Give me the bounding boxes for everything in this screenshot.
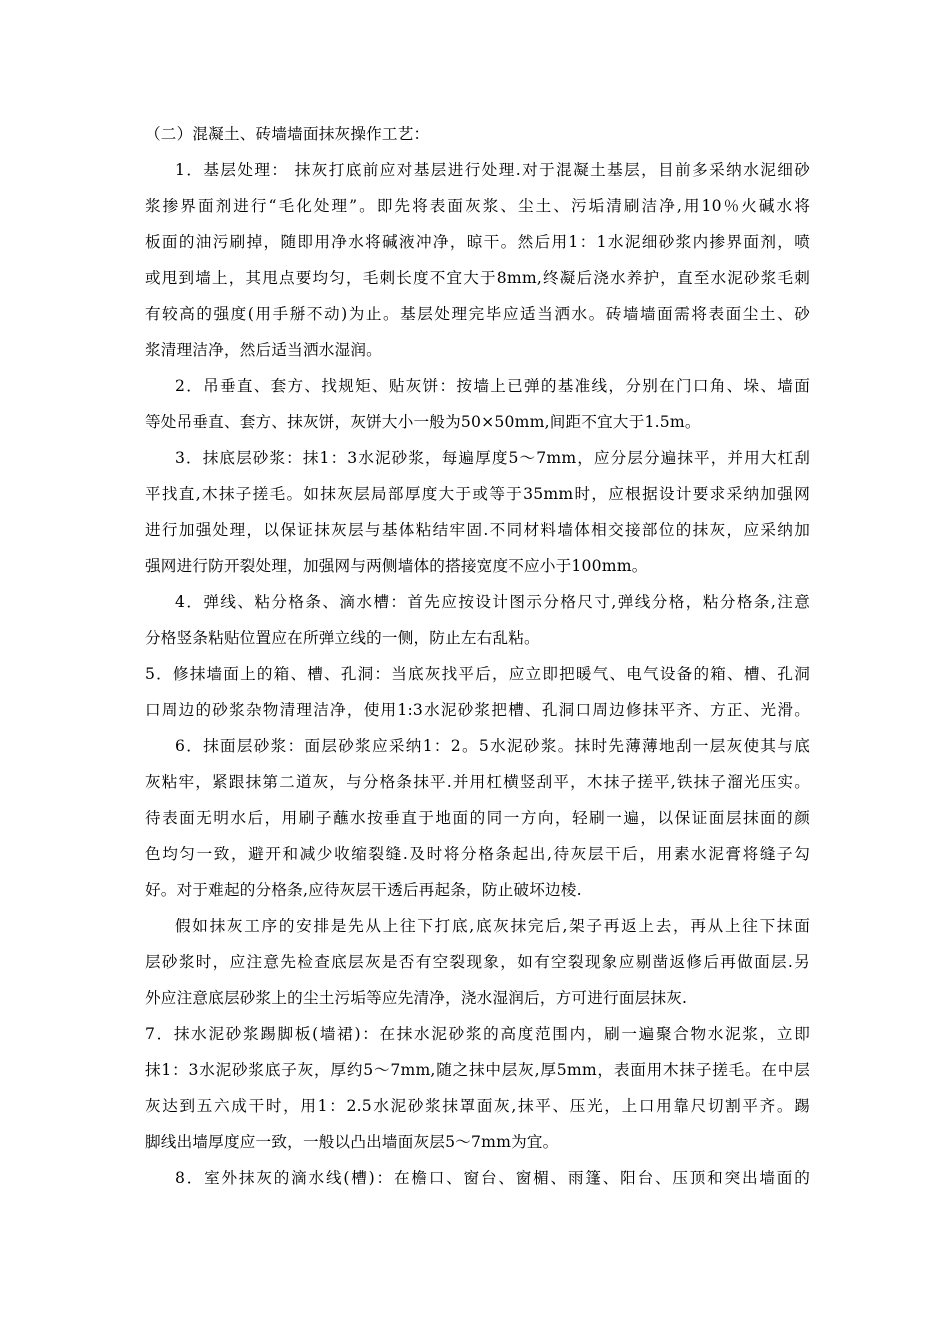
text-line: 3．抹底层砂浆：抹1：3水泥砂浆，每遍厚度5～7mm，应分层分遍抹平，并用大杠刮	[175, 449, 810, 467]
text-line: 外应注意底层砂浆上的尘土污垢等应先清净，浇水湿润后，方可进行面层抹灰.	[145, 989, 688, 1007]
text-line: 层砂浆时，应注意先检查底层灰是否有空裂现象，如有空裂现象应剔凿返修后再做面层.另	[145, 953, 810, 971]
text-line: 抹1：3水泥砂浆底子灰，厚约5～7mm,随之抹中层灰,厚5mm，表面用木抹子搓毛。在中层	[145, 1061, 810, 1079]
text-line: 有较高的强度(用手掰不动)为止。基层处理完毕应适当洒水。砖墙墙面需将表面尘土、砂	[145, 305, 810, 323]
section-heading: （二）混凝土、砖墙墙面抹灰操作工艺：	[145, 125, 430, 143]
text-line: 进行加强处理，以保证抹灰层与基体粘结牢固.不同材料墙体相交接部位的抹灰，应采纳加	[145, 521, 810, 539]
text-line: 好。对于难起的分格条,应待灰层干透后再起条，防止破坏边棱.	[145, 881, 582, 899]
text-line: 口周边的砂浆杂物清理洁净，使用1:3水泥砂浆把槽、孔洞口周边修抹平齐、方正、光滑。	[145, 701, 810, 719]
text-line: 5．修抹墙面上的箱、槽、孔洞：当底灰找平后，应立即把暖气、电气设备的箱、槽、孔洞	[145, 665, 810, 683]
text-line: 1．基层处理： 抹灰打底前应对基层进行处理.对于混凝土基层，目前多采纳水泥细砂	[175, 161, 810, 179]
text-line: 8．室外抹灰的滴水线(槽)：在檐口、窗台、窗楣、雨篷、阳台、压顶和突出墙面的	[175, 1169, 810, 1187]
text-line: 平找直,木抹子搓毛。如抹灰层局部厚度大于或等于35mm时，应根据设计要求采纳加强网	[145, 485, 810, 503]
text-line: 浆掺界面剂进行“毛化处理”。即先将表面灰浆、尘土、污垢清刷洁净,用10％火碱水将	[145, 197, 810, 215]
text-line: 2．吊垂直、套方、找规矩、贴灰饼：按墙上已弹的基准线，分别在门口角、垛、墙面	[175, 377, 810, 395]
text-line: 或甩到墙上，其甩点要均匀，毛刺长度不宜大于8mm,终凝后浇水养护，直至水泥砂浆毛刺	[145, 269, 810, 287]
text-line: 板面的油污刷掉，随即用净水将碱液冲净，晾干。然后用1：1水泥细砂浆内掺界面剂，喷	[145, 233, 810, 251]
text-line: 色均匀一致，避开和减少收缩裂缝.及时将分格条起出,待灰层干后，用素水泥膏将缝子勾	[145, 845, 810, 863]
text-line: 6．抹面层砂浆：面层砂浆应采纳1：2。5水泥砂浆。抹时先薄薄地刮一层灰使其与底	[175, 737, 810, 755]
text-line: 灰粘牢，紧跟抹第二道灰，与分格条抹平.并用杠横竖刮平，木抹子搓平,铁抹子溜光压实。	[145, 773, 810, 791]
text-line: 分格竖条粘贴位置应在所弹立线的一侧，防止左右乱粘。	[145, 629, 540, 647]
text-line: 待表面无明水后，用刷子蘸水按垂直于地面的同一方向，轻刷一遍，以保证面层抹面的颜	[145, 809, 810, 827]
text-line: 灰达到五六成干时，用1：2.5水泥砂浆抹罩面灰,抹平、压光，上口用靠尺切割平齐。踢	[145, 1097, 810, 1115]
text-line: 假如抹灰工序的安排是先从上往下打底,底灰抹完后,架子再返上去，再从上往下抹面	[175, 917, 810, 935]
text-line: 4．弹线、粘分格条、滴水槽：首先应按设计图示分格尺寸,弹线分格，粘分格条,注意	[175, 593, 810, 611]
text-line: 等处吊垂直、套方、抹灰饼，灰饼大小一般为50×50mm,间距不宜大于1.5m。	[145, 413, 701, 431]
text-line: 强网进行防开裂处理，加强网与两侧墙体的搭接宽度不应小于100mm。	[145, 557, 648, 575]
text-line: 浆清理洁净，然后适当洒水湿润。	[145, 341, 382, 359]
document-body	[145, 116, 810, 1196]
text-line: 脚线出墙厚度应一致，一般以凸出墙面灰层5～7mm为宜。	[145, 1133, 559, 1151]
text-line: 7．抹水泥砂浆踢脚板(墙裙)：在抹水泥砂浆的高度范围内，刷一遍聚合物水泥浆，立即	[145, 1025, 810, 1043]
